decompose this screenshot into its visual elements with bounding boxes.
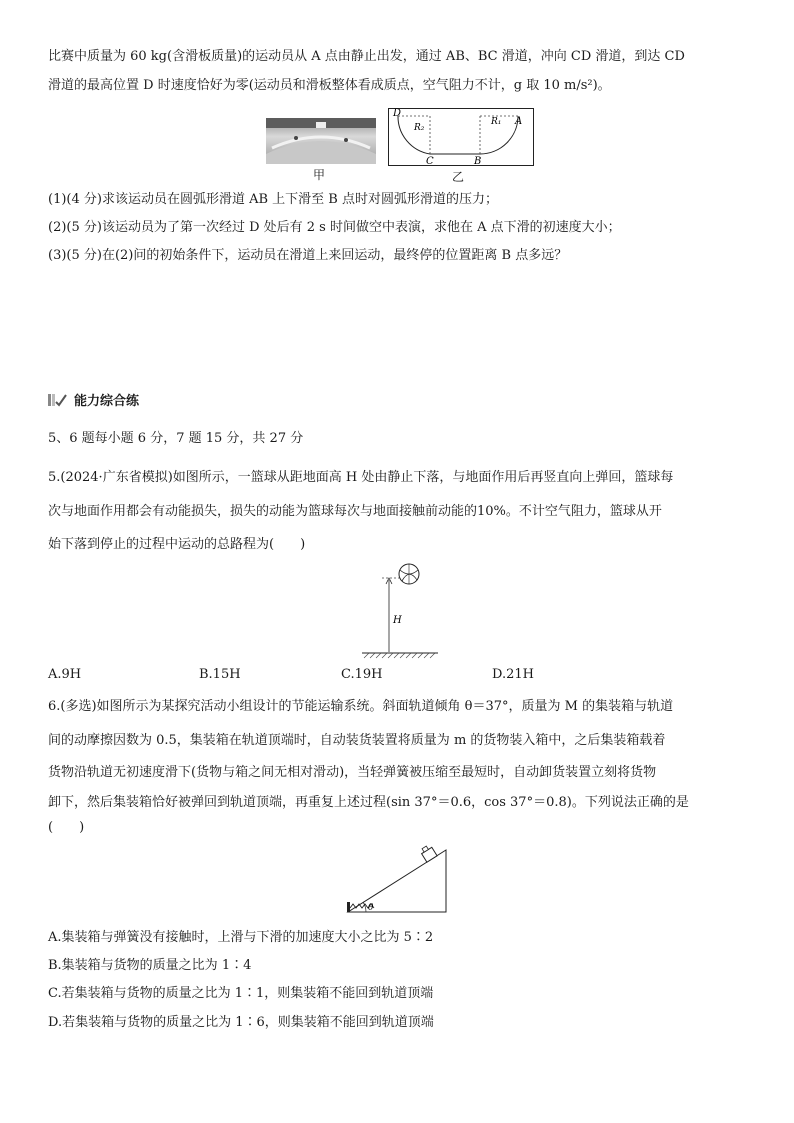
q6-line5: ( ) <box>48 820 85 835</box>
section-scoring: 5、6 题每小题 6 分，7 题 15 分，共 27 分 <box>48 431 304 446</box>
q4-sub1: (1)(4 分)求该运动员在圆弧形滑道 AB 上下滑至 B 点时对圆弧形滑道的压力； <box>48 192 498 207</box>
q6-line2: 间的动摩擦因数为 0.5，集装箱在轨道顶端时，自动装货装置将质量为 m 的货物装入箱中，之后集装箱载着 <box>48 733 666 748</box>
q6-incline-diagram <box>344 842 450 918</box>
fig-point-c: C <box>426 156 434 166</box>
q4-intro-line1: 比赛中质量为 60 kg(含滑板质量)的运动员从 A 点由静止出发，通过 AB、BC 滑道，冲向 CD 滑道，到达 CD <box>48 49 685 64</box>
q6-line4: 卸下，然后集装箱恰好被弹回到轨道顶端，再重复上述过程(sin 37°＝0.6，cos 37°＝0.8)。下列说法正确的是 <box>48 795 689 810</box>
q5-option-a[interactable]: A.9H <box>48 667 82 682</box>
q4-sub3: (3)(5 分)在(2)问的初始条件下，运动员在滑道上来回运动，最终停的位置距离 B 点多远？ <box>48 248 568 263</box>
fig-point-a: A <box>515 116 523 127</box>
q5-option-b[interactable]: B.15H <box>199 667 241 682</box>
q6-option-c[interactable]: C.若集装箱与货物的质量之比为 1∶1，则集装箱不能回到轨道顶端 <box>48 986 434 1001</box>
q4-fig-label-yi: 乙 <box>452 170 465 184</box>
q4-sub2: (2)(5 分)该运动员为了第一次经过 D 处后有 2 s 时间做空中表演，求他在 A 点下滑的初速度大小； <box>48 220 621 235</box>
section-title: 能力综合练 <box>74 394 140 409</box>
section-header <box>48 390 139 409</box>
q4-intro-line2: 滑道的最高位置 D 时速度恰好为零(运动员和滑板整体看成质点，空气阻力不计，g 取 10 m/s²)。 <box>48 78 611 93</box>
q6-line3: 货物沿轨道无初速度滑下(货物与箱之间无相对滑动)，当轻弹簧被压缩至最短时，自动卸货装置立刻将货物 <box>48 765 657 780</box>
q6-option-d[interactable]: D.若集装箱与货物的质量之比为 1∶6，则集装箱不能回到轨道顶端 <box>48 1015 434 1030</box>
fig-point-b: B <box>474 156 482 166</box>
fig-point-d: D <box>393 108 402 119</box>
q4-photo-figure <box>266 118 376 164</box>
fig-radius-r1: R₁ <box>491 117 502 127</box>
q6-option-b[interactable]: B.集装箱与货物的质量之比为 1∶4 <box>48 958 252 973</box>
q5-fig-h-label: H <box>393 615 402 626</box>
fig-radius-r2: R₂ <box>414 123 425 133</box>
q4-fig-label-jia: 甲 <box>313 168 326 182</box>
q5-line3: 始下落到停止的过程中运动的总路程为( ) <box>48 537 306 552</box>
q4-track-diagram <box>388 108 534 166</box>
q5-basketball-diagram <box>360 560 440 662</box>
q5-option-c[interactable]: C.19H <box>341 667 383 682</box>
q5-line1: 5.(2024·广东省模拟)如图所示，一篮球从距地面高 H 处由静止下落，与地面作用后再竖直向上弹回，篮球每 <box>48 470 674 485</box>
q6-line1: 6.(多选)如图所示为某探究活动小组设计的节能运输系统。斜面轨道倾角 θ＝37°，质量为 M 的集装箱与轨道 <box>48 699 674 714</box>
q6-fig-theta: θ <box>368 903 374 913</box>
q5-line2: 次与地面作用都会有动能损失，损失的动能为篮球每次与地面接触前动能的10%。不计空气阻力，篮球从开 <box>48 504 662 519</box>
q6-option-a[interactable]: A.集装箱与弹簧没有接触时，上滑与下滑的加速度大小之比为 5∶2 <box>48 930 434 945</box>
pencil-check-icon <box>48 392 68 408</box>
q5-option-d[interactable]: D.21H <box>492 667 534 682</box>
